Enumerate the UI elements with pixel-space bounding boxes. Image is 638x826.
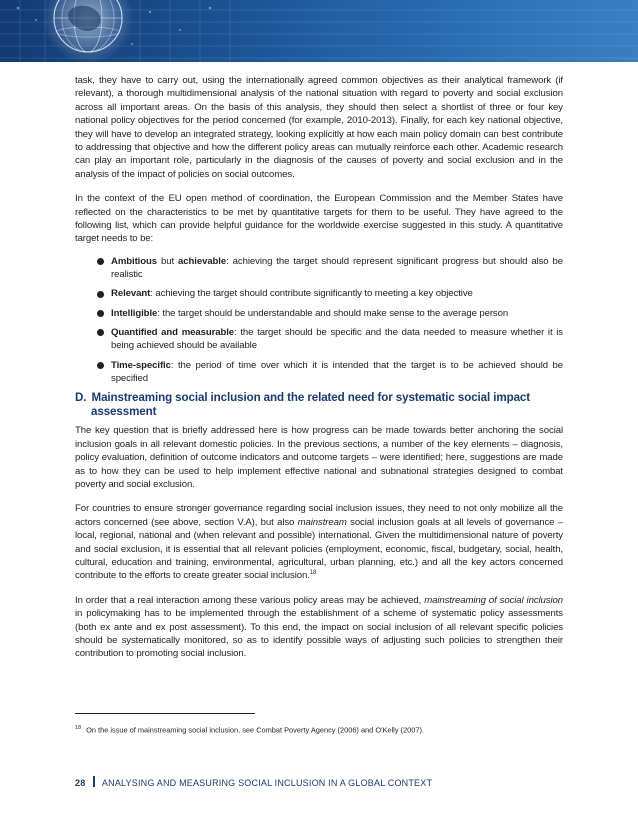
footnote-number: 18 <box>75 725 82 731</box>
section-title: Mainstreaming social inclusion and the related need for systematic social impact assessment <box>91 391 531 419</box>
text-run: social inclusion goals at all levels of governance – local, regional, national and (when relevant and possible) international. Given the multidimensional nature of poverty and social exclusion, it is essential that all relevant policies (employment, economic, fiscal, budgetary, social, health, cultural, education and training, environmental, agricultural, urban planning, etc.) and all the key actors concerned contribute to the efforts to create greater social inclusion. <box>75 516 563 582</box>
bullet-icon <box>97 362 104 369</box>
description: : achieving the target should represent significant progress but should also be realistic <box>111 255 564 281</box>
paragraph: task, they have to carry out, using the internationally agreed common objectives as their analytical framework (if relevant), a thorough multidimensional analysis of the national situation with regard to poverty and social exclusion across all important areas. On the basis of this analysis, they should then select a shortlist of three or four key national policy objectives for the period concerned (for example, 2010-2013). Finally, for each key national objective, they will have to develop an integrated strategy, looking explicitly at how each main policy domain can best contribute to addressing that objective and how the different policy areas can mutually reinforce each other. Academic research can play an important role, particularly in the diagnosis of the causes of poverty and social exclusion and in the analysis of the impact of policies on social outcomes. <box>75 75 563 180</box>
footnote-ref[interactable]: 18 <box>309 570 317 577</box>
term: Relevant <box>111 288 151 300</box>
footnote <box>75 723 563 735</box>
term: Ambitious <box>111 255 158 267</box>
description: : the period of time over which it is intended that the target is to be achieved should be specified <box>111 359 563 384</box>
page-footer <box>75 776 432 790</box>
term: Quantified and measurable <box>111 326 235 338</box>
header-banner <box>0 0 638 62</box>
description: : the target should be understandable and should make sense to the average person <box>157 307 509 319</box>
paragraph <box>75 594 563 661</box>
footnote-divider <box>75 713 255 714</box>
emphasis: mainstreaming of social inclusion <box>424 594 563 606</box>
page-number: 28 <box>75 778 86 788</box>
section-letter: D. <box>75 391 87 405</box>
list-item <box>97 255 563 282</box>
description: : achieving the target should contribute significantly to meeting a key objective <box>150 288 473 300</box>
bullet-icon <box>97 258 104 265</box>
bullet-icon <box>97 329 104 336</box>
description: : the target should be specific and the data needed to measure whether it is being achieved should be available <box>111 326 563 352</box>
footnote-text: On the issue of mainstreaming social inclusion, see Combat Poverty Agency (2006) and O'Kelly (2007). <box>86 725 424 735</box>
text-run: For countries to ensure stronger governance regarding social inclusion issues, they need to not only mobilize all the actors concerned (see above, section V.A), but also <box>75 503 563 528</box>
term: Time-specific <box>111 359 171 371</box>
paragraph: In the context of the EU open method of coordination, the European Commission and the Member States have reflected on the characteristics to be met by quantitative targets for them to be useful. They have agreed to the following list, which can provide helpful guidance for the worldwide exercise suggested in this study. A quantitative target needs to be: <box>75 193 563 245</box>
emphasis: mainstream <box>297 516 347 528</box>
paragraph: The key question that is briefly addressed here is how progress can be made towards better anchoring the social inclusion goals in all relevant domestic policies. In the previous sections, a number of the key elements – diagnosis, policy evaluation, definition of outcome indicators and outcome targets – were identified; here, suggestions are made as to how they can be used to help implement effective national and subnational strategies designed to combat poverty and social exclusion. <box>75 425 563 490</box>
bullet-icon <box>97 310 104 317</box>
text-run: In order that a real interaction among these various policy areas may be achieved, <box>75 594 425 606</box>
term-joiner: but <box>157 255 179 267</box>
term: Intelligible <box>111 307 158 319</box>
bullet-icon <box>97 291 104 298</box>
list-item <box>97 359 563 386</box>
footer-separator <box>93 776 95 787</box>
list-item <box>97 307 563 320</box>
paragraph <box>75 502 563 582</box>
section-heading <box>75 391 563 419</box>
target-criteria-list <box>75 255 563 385</box>
globe-graphic <box>0 0 638 62</box>
text-run: in policymaking has to be implemented through the establishment of a scheme of systematic policy assessments (both ex ante and ex post assessment). To this end, the impact on social inclusion of all relevant specific policies should be systematically monitored, so as to identify possible ways of adjusting such policies to strengthen their contribution to promoting social inclusion. <box>75 608 563 660</box>
list-item <box>97 326 563 353</box>
term: achievable <box>178 255 227 267</box>
running-title: ANALYSING AND MEASURING SOCIAL INCLUSION IN A GLOBAL CONTEXT <box>101 778 433 788</box>
page-body <box>75 74 563 672</box>
list-item <box>97 287 563 300</box>
